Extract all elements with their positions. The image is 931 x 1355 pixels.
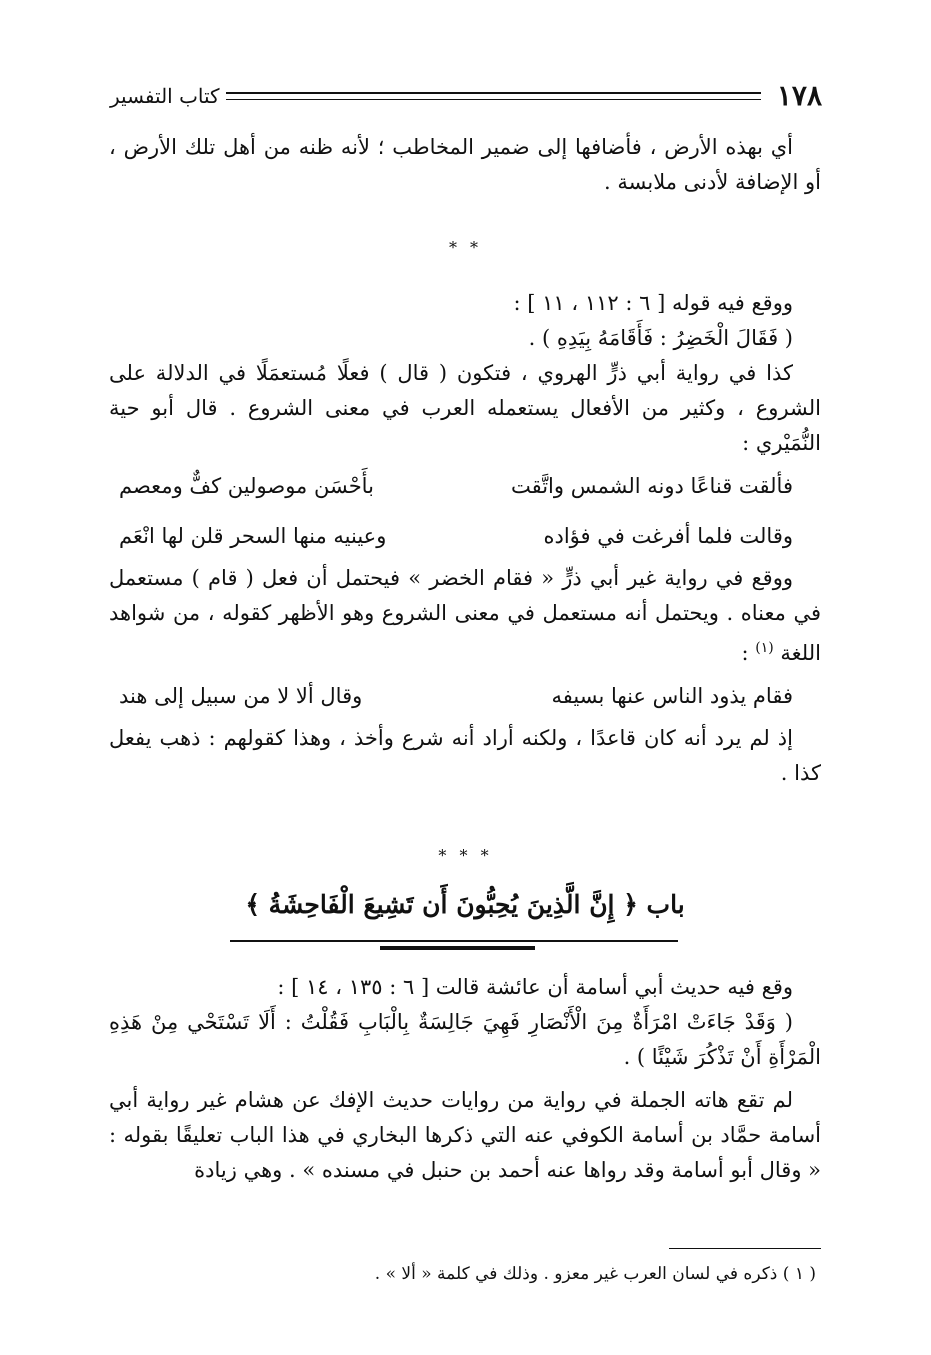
section-separator: * * * [438, 846, 493, 865]
paragraph-text-end: : [741, 641, 756, 665]
verse-first-hemistich: فقام يذود الناس عنها بسيفه [551, 684, 793, 708]
section-separator: * * [448, 238, 483, 257]
paragraph: لم تقع هاته الجملة في رواية من روايات حديث الإفك عن هشام غير رواية أبي أسامة حمَّاد بن أسامة الكوفي عنه التي ذكرها البخاري في هذا الباب تعليقًا بقوله : « وقال أبو أسامة وقد رواها عنه أحمد بن حنبل في مسنده » . وهي زيادة [109, 1088, 821, 1182]
paragraph-text: ووقع في رواية غير أبي ذرٍّ « فقام الخضر » فيحتمل أن فعل ( قام ) مستعمل في معناه . ويحتمل أنه مستعمل في معنى الشروع وهو الأظهر كقوله ، من شواهد اللغة [109, 566, 821, 665]
running-header [110, 78, 822, 114]
paragraph-intro: وقع فيه حديث أبي أسامة أن عائشة قالت [ ٦ : ١٣٥ ، ١٤ ] : [277, 975, 793, 999]
text-block-2 [109, 286, 821, 791]
heading-underline [230, 940, 678, 942]
text-line: أو الإضافة لأدنى ملابسة . [604, 170, 821, 194]
poetry-verse [109, 671, 821, 721]
verse-first-hemistich: فألقت قناعًا دونه الشمس واتَّقت [510, 474, 793, 498]
quran-quote: ( فَقَالَ الْخَضِرُ : فَأَقَامَهُ بِيَدِهِ ) . [528, 326, 793, 350]
verse-second-hemistich: وعينيه منها السحر قلن لها انْعَم [119, 524, 387, 548]
paragraph: إذ لم يرد أنه كان قاعدًا ، ولكنه أراد أنه شرع وأخذ ، وهذا كقولهم : ذهب يفعل كذا . [109, 726, 821, 785]
paragraph [109, 130, 821, 200]
heading-underline-thick [380, 946, 535, 950]
text-line: أي بهذه الأرض ، فأضافها إلى ضمير المخاطب ؛ لأنه ظنه من أهل تلك الأرض ، [109, 135, 793, 159]
hadith-quote: ( وَقَدْ جَاءَتْ امْرَأَةٌ مِنَ الْأَنْصَارِ فَهِيَ جَالِسَةٌ بِالْبَابِ فَقُلْتُ : أَلَا تَسْتَحْي مِنْ هَذِهِ الْمَرْأَةِ أَنْ تَذْكُرَ شَيْئًا ) . [109, 1010, 821, 1069]
footnote: ( ١ ) ذكره في لسان العرب غير معزو . وذلك في كلمة « ألا » . [374, 1264, 816, 1284]
verse-second-hemistich: بأَحْسَن موصولين كفٌّ ومعصم [119, 474, 374, 498]
paragraph [109, 561, 821, 671]
poetry-verse [109, 511, 821, 561]
text-block-3 [109, 970, 821, 1188]
book-title: كتاب التفسير [110, 84, 220, 108]
footnote-marker: (١) [755, 640, 774, 656]
page-number: ١٧٨ [776, 79, 822, 112]
chapter-heading: باب ﴿ إِنَّ الَّذِينَ يُحِبُّونَ أَن تَشِيعَ الْفَاحِشَةُ ﴾ [245, 890, 685, 919]
text-block-1 [109, 130, 821, 200]
verse-first-hemistich: وقالت فلما أفرغت في فؤاده [543, 524, 793, 548]
header-rule [226, 92, 761, 100]
footnote-rule [669, 1248, 821, 1249]
paragraph-intro: ووقع فيه قوله [ ٦ : ١١٢ ، ١١ ] : [513, 291, 793, 315]
poetry-verse [109, 461, 821, 511]
paragraph: كذا في رواية أبي ذرٍّ الهروي ، فتكون ( قال ) فعلًا مُستعمَلًا في الدلالة على الشروع ، وكثير من الأفعال يستعمله العرب في معنى الشروع . قال أبو حية النُّمَيْري : [109, 361, 821, 455]
verse-second-hemistich: وقال ألا لا من سبيل إلى هند [119, 684, 363, 708]
